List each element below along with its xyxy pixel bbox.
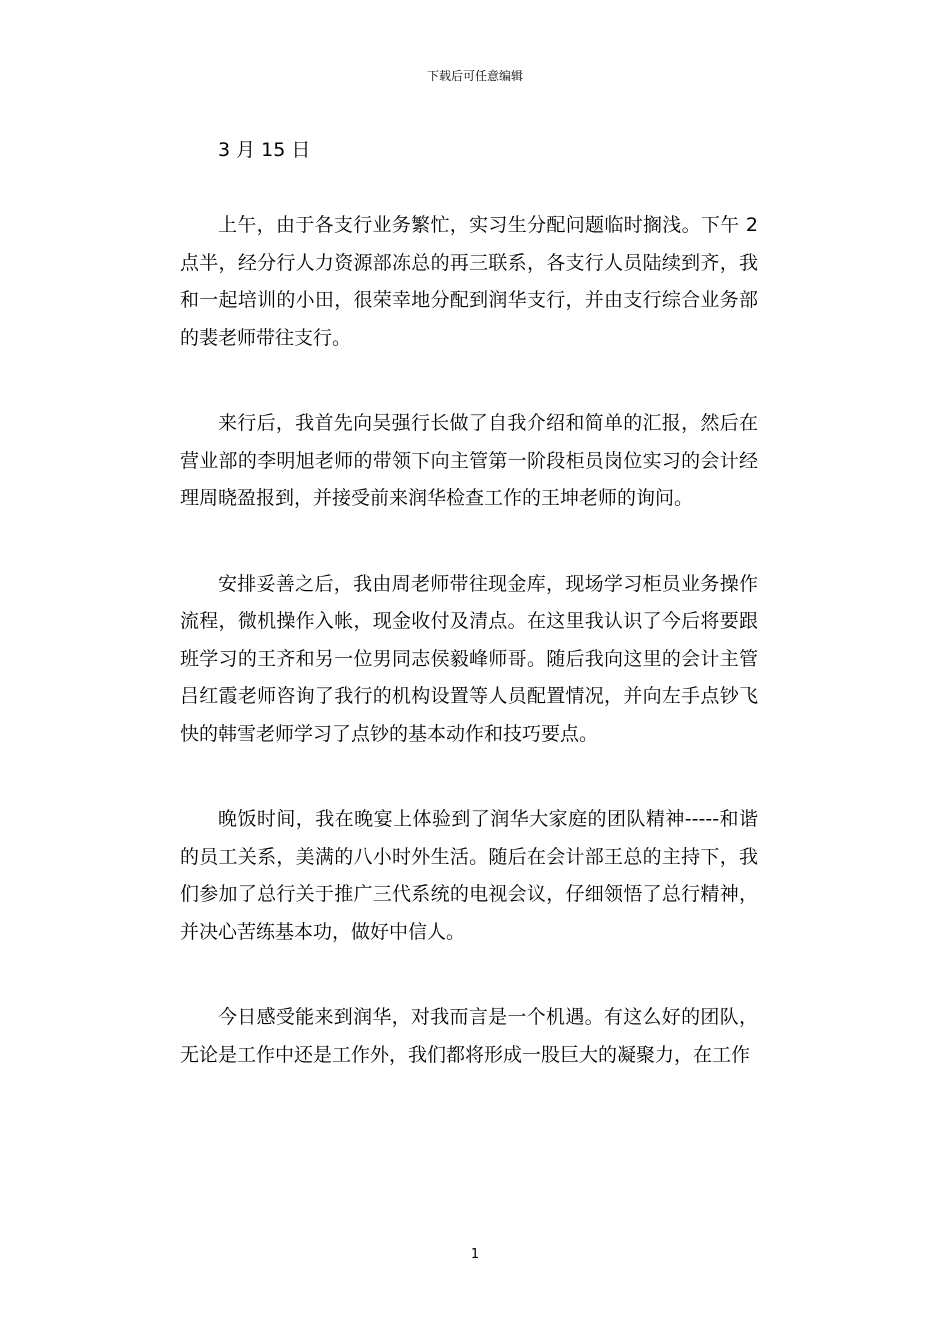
entry-date: 3 月 15 日: [218, 139, 311, 161]
paragraph-2: 来行后，我首先向吴强行长做了自我介绍和简单的汇报，然后在营业部的李明旭老师的带领下向主管第一阶段柜员岗位实习的会计经理周晓盈报到，并接受前来润华检查工作的王坤老师的询问。: [180, 412, 758, 509]
paragraph-1: 上午，由于各支行业务繁忙，实习生分配问题临时搁浅。下午 2 点半，经分行人力资源部冻总的再三联系，各支行人员陆续到齐，我和一起培训的小田，很荣幸地分配到润华支行，并由支行综合业务部的裴老师带往支行。: [180, 214, 758, 349]
paragraph-5: 今日感受能来到润华，对我而言是一个机遇。有这么好的团队，无论是工作中还是工作外，我们都将形成一股巨大的凝聚力，在工作: [180, 1006, 758, 1066]
page-number: 1: [470, 1247, 480, 1262]
paragraph-4: 晚饭时间，我在晚宴上体验到了润华大家庭的团队精神-----和谐的员工关系，美满的八小时外生活。随后在会计部王总的主持下，我们参加了总行关于推广三代系统的电视会议，仔细领悟了总行精神，并决心苦练基本功，做好中信人。: [180, 808, 758, 943]
page-header: 下载后可任意编辑: [426, 69, 523, 83]
document-body: [180, 132, 758, 1122]
paragraph-3: 安排妥善之后，我由周老师带往现金库，现场学习柜员业务操作流程，微机操作入帐，现金收付及清点。在这里我认识了今后将要跟班学习的王齐和另一位男同志侯毅峰师哥。随后我向这里的会计主管吕红霞老师咨询了我行的机构设置等人员配置情况，并向左手点钞飞快的韩雪老师学习了点钞的基本动作和技巧要点。: [180, 572, 758, 745]
